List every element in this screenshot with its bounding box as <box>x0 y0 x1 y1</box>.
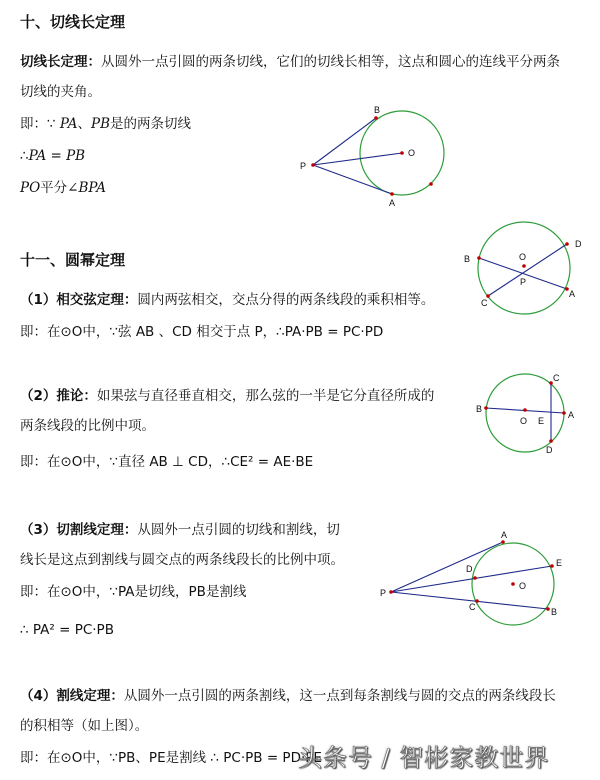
item2-example: 即：在⊙O中，∵直径 AB ⊥ CD，∴CE² = AE·BE <box>20 454 314 470</box>
item3-example-2: ∴ PA² = PC·PB <box>20 622 114 638</box>
point-c <box>475 599 479 603</box>
therefore-symbol: ∴ <box>20 148 29 164</box>
item2-statement-line2: 两条线段的比例中项。 <box>20 418 155 434</box>
label-c: C <box>469 602 476 612</box>
definition-text: 从圆外一点引圆的两条切线，它们的切线长相等，这点和圆心的连线平分两条 <box>101 54 560 70</box>
tangent-length-definition-line2: 切线的夹角。 <box>20 84 101 100</box>
point-p <box>389 590 393 594</box>
label-d: D <box>546 445 553 455</box>
label-c: C <box>553 373 560 383</box>
watermark: 头条号 / 智彬家教世界 <box>298 744 550 772</box>
item4-statement-line2: 的积相等（如上图）。 <box>20 718 149 734</box>
item3-statement-line2: 线长是这点到割线与圆交点的两条线段长的比例中项。 <box>20 552 344 568</box>
label-p: P <box>300 161 307 171</box>
point-b <box>546 607 550 611</box>
label-e: E <box>556 558 563 568</box>
item4-title: （4）割线定理： <box>20 688 124 704</box>
label-a: A <box>568 410 575 420</box>
point-o <box>511 582 515 586</box>
label-o: O <box>408 148 416 158</box>
label-p: P <box>380 588 387 598</box>
given-separator: 、 <box>77 116 91 132</box>
item3-text: 从圆外一点引圆的切线和割线，切 <box>137 522 340 538</box>
label-b: B <box>464 254 471 264</box>
conclusion-angle: ∠BPA <box>67 180 106 196</box>
item2-text: 如果弦与直径垂直相交，那么弦的一半是它分直径所成的 <box>96 388 435 404</box>
label-o: O <box>519 581 527 591</box>
point-e <box>550 564 554 568</box>
label-b: B <box>374 105 381 115</box>
given-pa: PA <box>59 116 78 132</box>
point-d <box>473 576 477 580</box>
item1-text: 圆内两弦相交，交点分得的两条线段的乘积相等。 <box>137 292 435 308</box>
label-d: D <box>466 564 473 574</box>
label-o: O <box>520 416 528 426</box>
item3-example-1: 即：在⊙O中，∵PA是切线，PB是割线 <box>20 584 247 600</box>
given-tail: 是的两条切线 <box>110 116 191 132</box>
given-pb: PB <box>90 116 110 132</box>
label-d: D <box>575 239 582 249</box>
conclusion-po: PO <box>20 180 41 196</box>
item4-text: 从圆外一点引圆的两条割线，这一点到每条割线与圆的交点的两条线段长 <box>123 688 556 704</box>
label-b: B <box>551 607 558 617</box>
label-a: A <box>389 198 396 208</box>
label-e: E <box>538 416 545 426</box>
item1-title: （1）相交弦定理： <box>20 292 138 308</box>
point-a <box>501 540 505 544</box>
item3-title: （3）切割线定理： <box>20 522 138 538</box>
label-p: P <box>520 277 527 287</box>
conclusion-equation: PA = PB <box>28 148 86 164</box>
label-o: O <box>519 252 527 262</box>
item4-example: 即：在⊙O中，∵PB、PE是割线 ∴ PC·PB = PD·PE <box>20 750 322 766</box>
definition-title: 切线长定理： <box>20 54 101 70</box>
given-prefix: 即：∵ <box>20 116 56 132</box>
section-11-heading: 十一、圆幂定理 <box>20 251 126 269</box>
label-c: C <box>481 298 488 308</box>
item1-example: 即：在⊙O中，∵弦 AB 、CD 相交于点 P，∴PA·PB = PC·PD <box>20 324 384 340</box>
section-10-heading: 十、切线长定理 <box>20 13 126 31</box>
label-a: A <box>569 289 576 299</box>
label-a: A <box>501 530 508 540</box>
label-b: B <box>476 404 483 414</box>
conclusion-bisects: 平分 <box>40 180 68 196</box>
item2-title: （2）推论： <box>20 388 97 404</box>
tangent-pa <box>391 542 503 592</box>
